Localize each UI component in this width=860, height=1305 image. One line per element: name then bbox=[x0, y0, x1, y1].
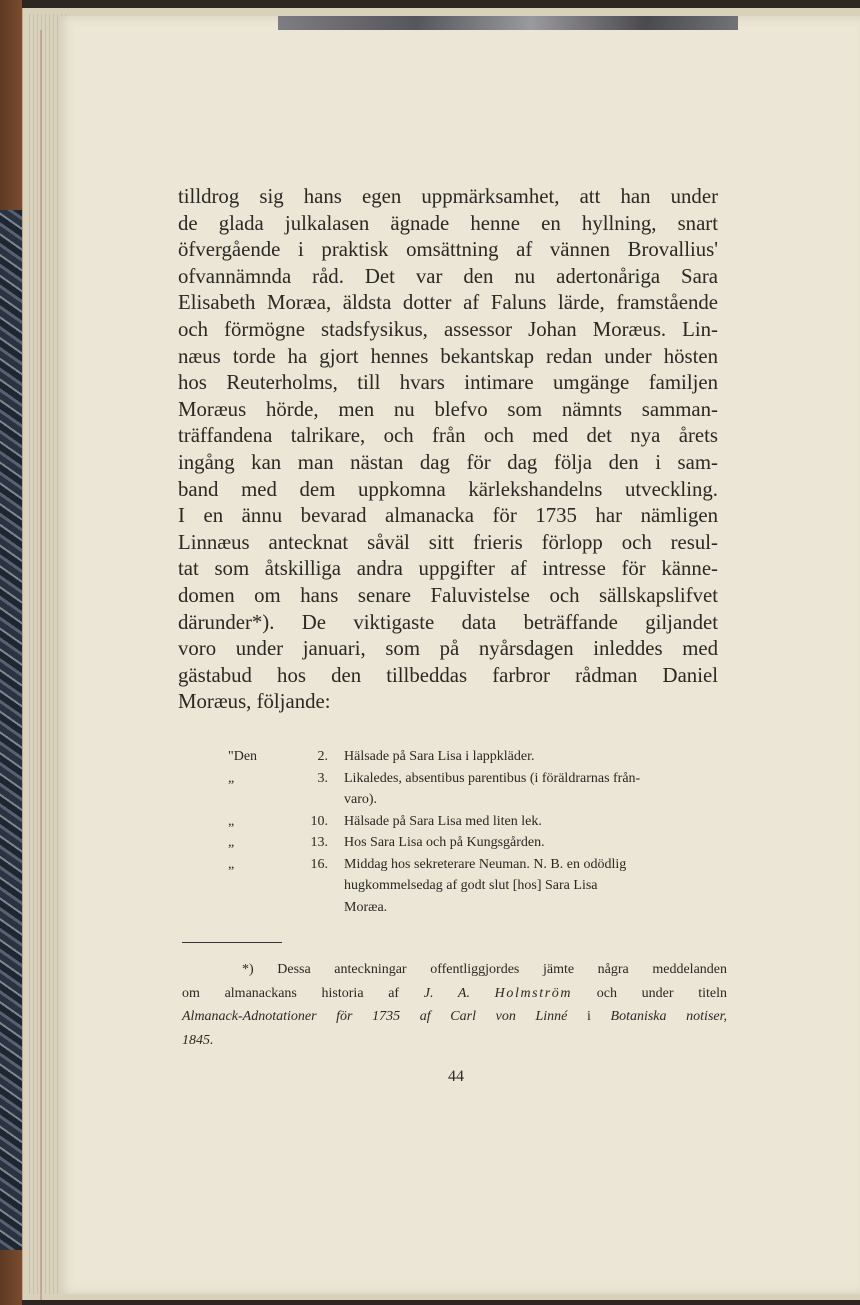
text-line: ingång kan man nästan dag för dag följa den i sam- bbox=[178, 450, 718, 474]
diary-entry bbox=[228, 832, 788, 854]
text-line: gästabud hos den tillbeddas farbror rådman Daniel bbox=[178, 663, 718, 687]
entry-text: Likaledes, absentibus parentibus (i föräldrarnas från- bbox=[344, 770, 641, 786]
main-paragraph bbox=[178, 184, 718, 716]
text-line: næus torde ha gjort hennes bekantskap redan under hösten bbox=[178, 344, 718, 368]
entry-continuation: varo). bbox=[344, 792, 378, 807]
footnote-line: 1845. bbox=[182, 1032, 214, 1048]
footnote bbox=[182, 958, 727, 1052]
text-line: de glada julkalasen ägnade henne en hyllning, snart bbox=[178, 211, 718, 235]
entry-day: 16. bbox=[310, 856, 328, 872]
text-line: Moræus, följande: bbox=[178, 690, 331, 714]
text-line: hos Reuterholms, till hvars intimare umgänge familjen bbox=[178, 371, 718, 395]
page-number: 44 bbox=[448, 1068, 464, 1085]
footnote-line: *) Dessa anteckningar offentliggjordes jämte några meddelanden bbox=[242, 962, 727, 977]
footnote-rule bbox=[182, 942, 282, 943]
diary-entry bbox=[228, 811, 788, 833]
entry-day: 10. bbox=[310, 813, 328, 829]
text-line: och förmögne stadsfysikus, assessor Johan Moræus. Lin- bbox=[178, 317, 718, 341]
page-edge-color bbox=[40, 30, 42, 1300]
marbled-endpaper bbox=[0, 210, 22, 1250]
entry-label: „ bbox=[228, 813, 235, 829]
entry-day: 13. bbox=[310, 835, 328, 850]
diary-entry bbox=[228, 768, 788, 790]
entry-label: "Den bbox=[228, 749, 258, 764]
text-line: I en ännu bevarad almanacka för 1735 har nämligen bbox=[178, 504, 718, 528]
diary-entry bbox=[228, 746, 788, 768]
entry-label: „ bbox=[228, 856, 235, 872]
top-edge-shadow bbox=[278, 16, 738, 30]
entry-label: „ bbox=[228, 770, 235, 786]
entry-text: Hälsade på Sara Lisa med liten lek. bbox=[344, 813, 542, 829]
entry-day: 3. bbox=[317, 770, 328, 786]
text-line: ofvannämnda råd. Det var den nu adertonåriga Sara bbox=[178, 264, 718, 288]
text-line: träffandena talrikare, och från och med det nya årets bbox=[178, 424, 718, 448]
text-line: band med dem uppkomna kärlekshandelns utveckling. bbox=[178, 477, 718, 501]
footnote-line: om almanackans historia af J. A. Holmström och under titeln bbox=[182, 985, 727, 1001]
text-line: tat som åtskilliga andra uppgifter af intresse för känne- bbox=[178, 557, 718, 581]
text-line: voro under januari, som på nyårsdagen inleddes med bbox=[178, 637, 718, 661]
diary-entry bbox=[228, 854, 788, 876]
entry-text: Middag hos sekreterare Neuman. N. B. en odödlig bbox=[344, 856, 627, 872]
text-line: Moræus hörde, men nu blefvo som nämnts samman- bbox=[178, 397, 718, 421]
text-line: Elisabeth Moræa, äldsta dotter af Faluns lärde, framstående bbox=[178, 291, 718, 315]
text-line: Linnæus antecknat såväl sitt frieris förlopp och resul- bbox=[178, 530, 718, 554]
entry-label: „ bbox=[228, 835, 235, 850]
footnote-line: Almanack-Adnotationer för 1735 af Carl von Linné i Botaniska notiser, bbox=[182, 1009, 727, 1024]
entry-text: Hälsade på Sara Lisa i lappkläder. bbox=[344, 749, 535, 764]
book-cover-edge bbox=[0, 0, 22, 210]
entry-day: 2. bbox=[317, 749, 328, 764]
entry-continuation: hugkommelsedag af godt slut [hos] Sara Lisa bbox=[344, 878, 598, 893]
text-line: öfvergående i praktisk omsättning af vännen Brovallius' bbox=[178, 238, 718, 262]
text-line: tilldrog sig hans egen uppmärksamhet, att han under bbox=[178, 185, 718, 208]
entry-continuation: Moræa. bbox=[344, 899, 388, 915]
text-line: domen om hans senare Faluvistelse och sällskapslifvet bbox=[178, 583, 718, 607]
book-cover-edge-bottom bbox=[0, 1250, 22, 1305]
entry-text: Hos Sara Lisa och på Kungsgården. bbox=[344, 835, 545, 850]
diary-entries bbox=[228, 746, 788, 918]
text-line: därunder*). De viktigaste data beträffande giljandet bbox=[178, 610, 718, 634]
